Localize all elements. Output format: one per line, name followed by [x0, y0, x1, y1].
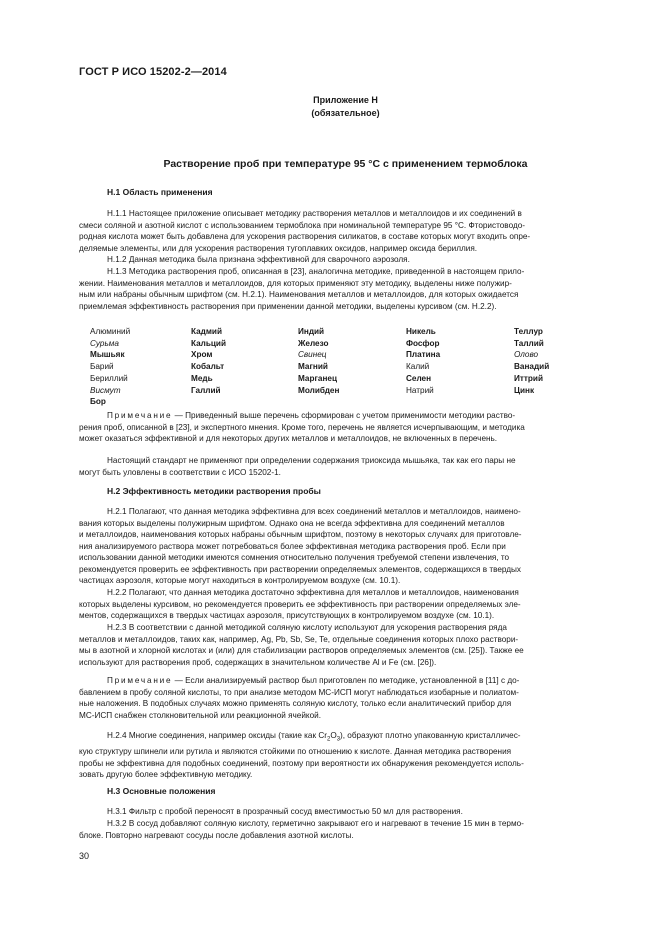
paragraph-h2-4	[79, 730, 615, 781]
text-line: вания которых выделены полужирным шрифтом. Однако она не всегда эффективна для соединений металлов	[79, 518, 505, 528]
element-column-2	[191, 326, 226, 396]
element-name: Таллий	[514, 338, 544, 348]
text-line: мы в азотной и хлорной кислотах и (или) для стабилизации растворов определяемых элементов (см. [25]). Также ее	[79, 646, 524, 655]
annex-title: Растворение проб при температуре 95 °С с применением термоблока	[163, 158, 528, 170]
text-line: которых выделены курсивом, но рекомендуется проверить ее эффективность при растворении определяемых эле-	[79, 599, 521, 609]
section-heading-h2: Н.2 Эффективность методики растворения пробы	[107, 486, 321, 496]
element-name: Теллур	[514, 327, 543, 336]
element-name: Бор	[90, 397, 106, 407]
text-line: ния анализируемого раствора может потребоваться более эффективная методика растворения проб. Если при	[79, 541, 506, 551]
formula-mid: O	[330, 731, 337, 740]
annex-label: Приложение Н	[313, 95, 378, 105]
text-line: Настоящий стандарт не применяют при определении содержания триоксида мышьяка, так как его пары не	[107, 456, 516, 465]
note-label: Примечание	[107, 676, 173, 685]
note-1	[79, 410, 615, 445]
text-line: ментов, содержащихся в твердых частицах аэрозоля, присутствующих в контролируемом воздухе (см. 10.1).	[79, 611, 495, 620]
note-text: — Приведенный выше перечень сформирован с учетом применимости методики раство-	[172, 411, 516, 420]
element-name: Висмут	[90, 385, 121, 395]
text-line: используют для растворения проб, содержащих в значительном количестве Al и Fe (см. [26]).	[79, 657, 437, 667]
element-name: Цинк	[514, 385, 535, 395]
text-line: бавлением в пробу соляной кислоты, то при анализе методом МС-ИСП могут наблюдаться изобарные и полиатом-	[79, 687, 519, 697]
text-line: приемлемая эффективность растворения при применении данной методики, выделены курсивом (см. Н.2.2).	[79, 301, 497, 311]
annex-heading	[0, 94, 661, 120]
text-line: Н.1.1 Настоящее приложение описывает методику растворения металлов и металлоидов и их соединений в	[107, 209, 522, 218]
subscript: 3	[336, 736, 341, 743]
text-line: зовать другую более эффективную методику.	[79, 770, 253, 780]
element-name: Медь	[191, 373, 213, 383]
element-name: Магний	[298, 362, 328, 372]
element-name: Свинец	[298, 350, 327, 360]
element-name: Никель	[406, 327, 436, 336]
element-name: Молибден	[298, 385, 340, 395]
text-line	[79, 730, 615, 746]
note-text: — Если анализируемый раствор был приготовлен по методике, установленной в [11] с до-	[172, 676, 520, 685]
text-line: Н.1.3 Методика растворения проб, описанная в [23], аналогична методике, приведенной в настоящем прило-	[107, 267, 525, 276]
text-line: Н.3.2 В сосуд добавляют соляную кислоту, герметично закрывают его и нагревают в течение 15 мин в термо-	[107, 819, 524, 828]
note-2	[79, 675, 615, 721]
section-heading-h3: Н.3 Основные положения	[107, 786, 216, 796]
text-line: жении. Наименования металлов и металлоидов, для которых применяют эту методику, выделены ниже полужир-	[79, 278, 512, 288]
element-name: Мышьяк	[90, 350, 125, 360]
text-line: смеси соляной и азотной кислот с использованием термоблока при номинальной температуре 95 °С. Фтористоводо-	[79, 220, 526, 230]
element-column-5	[514, 326, 549, 396]
element-name: Галлий	[191, 385, 221, 395]
element-column-1	[90, 326, 130, 408]
paragraph-h1-3	[79, 266, 615, 312]
formula-tail: ), образуют плотно упакованную кристалличес-	[340, 731, 521, 740]
element-name: Калий	[406, 362, 430, 372]
text-line: рения проб, описанной в [23], и экспертного мнения. Кроме того, перечень не является исчерпывающим, и методика	[79, 422, 525, 432]
text-line: ным или набраны обычным шрифтом (см. Н.2.1). Наименования металлов и металлоидов, для которых ожидается	[79, 290, 519, 299]
element-name: Платина	[406, 350, 441, 360]
text-line: Н.2.3 В соответствии с данной методикой соляную кислоту используют для ускорения растворения ряда	[107, 623, 507, 632]
element-name: Сурьма	[90, 338, 119, 348]
paragraph-h1-2	[79, 254, 615, 266]
document-header: ГОСТ Р ИСО 15202-2—2014	[79, 66, 227, 78]
text-line: использовании данной методики имеются сомнения относительно получения требуемой степени извлечения, то	[79, 553, 510, 562]
element-name: Барий	[90, 362, 114, 372]
text-line: Н.2.1 Полагают, что данная методика эффективна для всех соединений металлов и металлоидов, наимено-	[107, 507, 521, 516]
element-column-4	[406, 326, 440, 396]
paragraph-h2-3	[79, 622, 615, 668]
text-line: пробы не эффективна для подобных соединений, поэтому при вероятности их обнаружения рекомендуется исполь-	[79, 758, 524, 768]
page-number: 30	[79, 851, 90, 861]
subscript: 2	[326, 736, 331, 743]
paragraph-h1-1	[79, 208, 615, 254]
section-heading-h1: Н.1 Область применения	[107, 187, 213, 197]
element-name: Иттрий	[514, 373, 543, 383]
text-line: частицах аэрозоля, которые могут находиться в контролируемом воздухе (см. 10.1).	[79, 576, 401, 585]
element-name: Бериллий	[90, 373, 128, 383]
element-name: Железо	[298, 338, 329, 348]
annex-status: (обязательное)	[311, 108, 380, 118]
text-line: ные наложения. В подобных случаях можно применять соляную кислоту, только если аналитический прибор для	[79, 699, 512, 708]
paragraph-h2-1	[79, 506, 615, 587]
text-line: Н.2.2 Полагают, что данная методика достаточно эффективна для металлов и металлоидов, наименования	[107, 588, 519, 597]
element-name: Алюминий	[90, 327, 131, 336]
paragraph-h3-1	[79, 806, 615, 818]
paragraph-h2-2	[79, 587, 615, 622]
paragraph-h3-2	[79, 818, 615, 841]
text-line: рекомендуется проверить ее эффективность при растворении определяемых элементов, содержащихся в твердых	[79, 564, 522, 574]
text-line	[79, 675, 615, 687]
text-line: Н.3.1 Фильтр с пробой переносят в прозрачный сосуд вместимостью 50 мл для растворения.	[107, 807, 463, 816]
formula-lead: Н.2.4 Многие соединения, например оксиды (такие как Cr	[107, 731, 327, 740]
text-line: кую структуру шпинели или рутила и являются стойкими по отношению к кислоте. Данная методика растворения	[79, 747, 512, 757]
element-name: Индий	[298, 327, 325, 336]
element-name: Марганец	[298, 373, 337, 383]
element-name: Кадмий	[191, 327, 222, 336]
text-line: родная кислота может быть добавлена для ускорения растворения силикатов, в составе которых могут входить опре-	[79, 232, 531, 241]
element-name: Кобальт	[191, 362, 225, 372]
element-name: Фосфор	[406, 338, 440, 348]
text-line: может оказаться эффективной и для некоторых других металлов и металлоидов, не включенных в перечень.	[79, 434, 498, 443]
text-line: блоке. Повторно нагревают сосуды после добавления азотной кислоты.	[79, 830, 354, 840]
text-line: деляемые элементы, или для ускорения растворения тугоплавких оксидов, например оксида бериллия.	[79, 243, 478, 253]
element-name: Кальций	[191, 338, 226, 348]
element-name: Хром	[191, 350, 213, 360]
text-line	[79, 410, 615, 422]
element-column-3	[298, 326, 339, 396]
element-name: Олово	[514, 350, 539, 360]
text-line: могут быть уловлены в соответствии с ИСО 15202-1.	[79, 467, 281, 477]
element-name: Натрий	[406, 385, 434, 395]
element-name: Ванадий	[514, 362, 550, 372]
note-label: Примечание	[107, 411, 173, 420]
text-line: МС-ИСП снабжен столкновительной или реакционной ячейкой.	[79, 710, 322, 720]
scope-note	[79, 455, 615, 478]
text-line: и металлоидов, наименования которых набраны обычным шрифтом, поэтому в некоторых случаях для приготовле-	[79, 530, 522, 539]
text-line: Н.1.2 Данная методика была признана эффективной для сварочного аэрозоля.	[107, 255, 410, 264]
element-name: Селен	[406, 373, 432, 383]
text-line: металлов и металлоидов, таких как, например, Ag, Pb, Sb, Se, Te, отдельные соединения которых плохо раствори-	[79, 634, 519, 644]
